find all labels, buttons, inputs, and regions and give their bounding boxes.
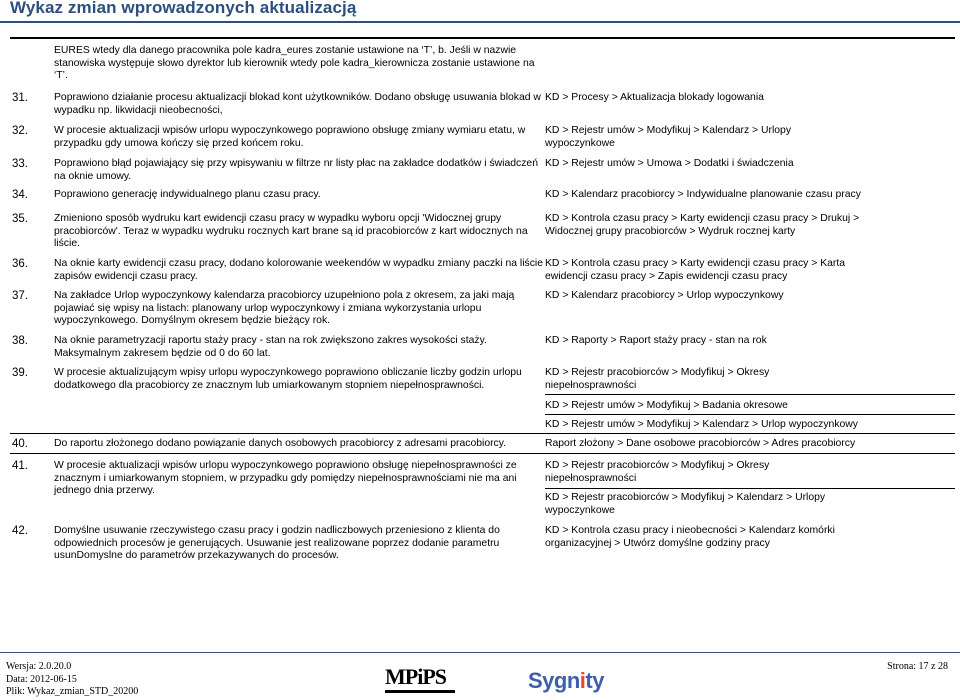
- row-location: KD > Rejestr pracobiorców > Modyfikuj > Okresy niepełnosprawności: [545, 367, 770, 391]
- header-rule: [0, 21, 960, 23]
- page-number: Strona: 17 z 28: [887, 661, 948, 672]
- row-description: W procesie aktualizacji wpisów urlopu wypoczynkowego poprawiono obsługę zmiany wymiaru etatu, w przypadku gdy umowa kończy się przed końcem roku.: [54, 125, 526, 149]
- changes-table: [10, 37, 955, 562]
- document-title: Wykaz zmian wprowadzonych aktualizacją: [10, 0, 357, 17]
- row-location: KD > Rejestr pracobiorców > Modyfikuj > Kalendarz > Urlopy wypoczynkowe: [545, 492, 826, 516]
- row-location: KD > Kalendarz pracobiorcy > Urlop wypoczynkowy: [545, 290, 784, 301]
- cell-divider: [545, 414, 955, 415]
- row-number: 32.: [12, 125, 28, 137]
- row-description: Na oknie parametryzacji raportu staży pracy - stan na rok zwiększono zakres wysokości staży. Maksymalnym zakresem będzie od 0 do 60 lat.: [54, 335, 487, 359]
- row-location: KD > Kontrola czasu pracy > Karty ewidencji czasu pracy > Drukuj > Widocznej grupy pracobiorców > Wydruk rocznej karty: [545, 213, 860, 237]
- row-description: Na oknie karty ewidencji czasu pracy, dodano kolorowanie weekendów w wypadku zmiany paczki na liście zapisów ewidencji czasu pracy.: [54, 258, 543, 282]
- row-location: KD > Rejestr umów > Modyfikuj > Badania okresowe: [545, 400, 788, 411]
- file-label: Plik: Wykaz_zmian_STD_20200: [6, 686, 139, 697]
- row-location: KD > Raporty > Raport staży pracy - stan na rok: [545, 335, 767, 346]
- row-description: W procesie aktualizacji wpisów urlopu wypoczynkowego poprawiono obsługę niepełnosprawności ze znacznym i umiarkowanym stopniem, w przypadku gdy pomiędzy niepełnosprawnościami nie ma ani jednego dnia przerwy.: [54, 460, 517, 497]
- row-number: 33.: [12, 158, 28, 170]
- row-number: 35.: [12, 213, 28, 225]
- row-location: KD > Rejestr umów > Modyfikuj > Kalendarz > Urlop wypoczynkowy: [545, 419, 859, 430]
- row-number: 34.: [12, 189, 28, 201]
- footer-meta: [6, 661, 138, 699]
- row-number: 38.: [12, 335, 28, 347]
- sygnity-logo: Sygnity: [528, 668, 604, 693]
- cell-divider: [545, 394, 955, 395]
- row-number: 36.: [12, 258, 28, 270]
- cell-divider: [545, 488, 955, 489]
- row-number: 39.: [12, 367, 28, 379]
- row-description: Do raportu złożonego dodano powiązanie danych osobowych pracobiorcy z adresami pracobiorcy.: [54, 438, 507, 449]
- row-location: KD > Rejestr pracobiorców > Modyfikuj > Okresy niepełnosprawności: [545, 460, 770, 484]
- row-divider: [10, 433, 955, 434]
- row-description: Poprawiono błąd pojawiający się przy wpisywaniu w filtrze nr listy płac na zakładce dodatków i świadczeń na oknie umowy.: [54, 158, 538, 182]
- row-location: KD > Kontrola czasu pracy i nieobecności > Kalendarz komórki organizacyjnej > Utwórz domyślne godziny pracy: [545, 525, 835, 549]
- row-location: KD > Procesy > Aktualizacja blokady logowania: [545, 92, 764, 103]
- row-location: KD > Rejestr umów > Modyfikuj > Kalendarz > Urlopy wypoczynkowe: [545, 125, 792, 149]
- row-number: 41.: [12, 460, 28, 472]
- row-description: Domyślne usuwanie rzeczywistego czasu pracy i godzin nadliczbowych przeniesiono z klienta do odpowiednich procesów je generujących. Usuwanie jest realizowane poprzez dodanie parametru usunDomyslne do parametrów przekazywanych do procesów.: [54, 525, 500, 562]
- row-description: EURES wtedy dla danego pracownika pole kadra_eures zostanie ustawione na ‘T’, b. Jeśli w nazwie stanowiska występuje słowo dyrektor lub kierownik wtedy pole kadra_kierownicza zostanie ustawione na ‘T’.: [54, 45, 535, 82]
- row-description: Zmieniono sposób wydruku kart ewidencji czasu pracy w wypadku wyboru opcji 'Widocznej grupy pracobiorców'. Teraz w wypadku wydruku rocznych kart brane są id pracobiorców z kart widocznych na liście.: [54, 213, 528, 250]
- row-description: Poprawiono działanie procesu aktualizacji blokad kont użytkowników. Dodano obsługę usuwania blokad w wypadku np. likwidacji nieobecności,: [54, 92, 541, 116]
- row-location: KD > Kontrola czasu pracy > Karty ewidencji czasu pracy > Karta ewidencji czasu pracy > Zapis ewidencji czasu pracy: [545, 258, 846, 282]
- row-number: 42.: [12, 525, 28, 537]
- row-description: Poprawiono generację indywidualnego planu czasu pracy.: [54, 189, 321, 200]
- footer-rule: [0, 652, 960, 653]
- date-label: Data: 2012-06-15: [6, 673, 77, 685]
- mpips-logo: MPiPS: [385, 664, 446, 690]
- row-location: KD > Kalendarz pracobiorcy > Indywidualne planowanie czasu pracy: [545, 189, 861, 200]
- version-label: Wersja: 2.0.20.0: [6, 661, 72, 672]
- row-description: Na zakładce Urlop wypoczynkowy kalendarza pracobiorcy uzupełniono pola z okresem, za jaki mają pojawiać się wpisy na listach: planowany urlop wypoczynkowy i zmiana wykorzystania urlopu wypoczynkowego. Domyślnym okresem będzie bieżący rok.: [54, 290, 515, 327]
- row-location: Raport złożony > Dane osobowe pracobiorców > Adres pracobiorcy: [545, 438, 856, 449]
- row-number: 37.: [12, 290, 28, 302]
- row-description: W procesie aktualizującym wpisy urlopu wypoczynkowego poprawiono obliczanie liczby godzin urlopu dodatkowego dla pracobiorcy ze znacznym lub umiarkowanym stopniem niepełnosprawności.: [54, 367, 522, 391]
- row-number: 40.: [12, 438, 28, 450]
- row-divider: [10, 453, 955, 454]
- row-location: KD > Rejestr umów > Umowa > Dodatki i świadczenia: [545, 158, 794, 169]
- row-number: 31.: [12, 92, 28, 104]
